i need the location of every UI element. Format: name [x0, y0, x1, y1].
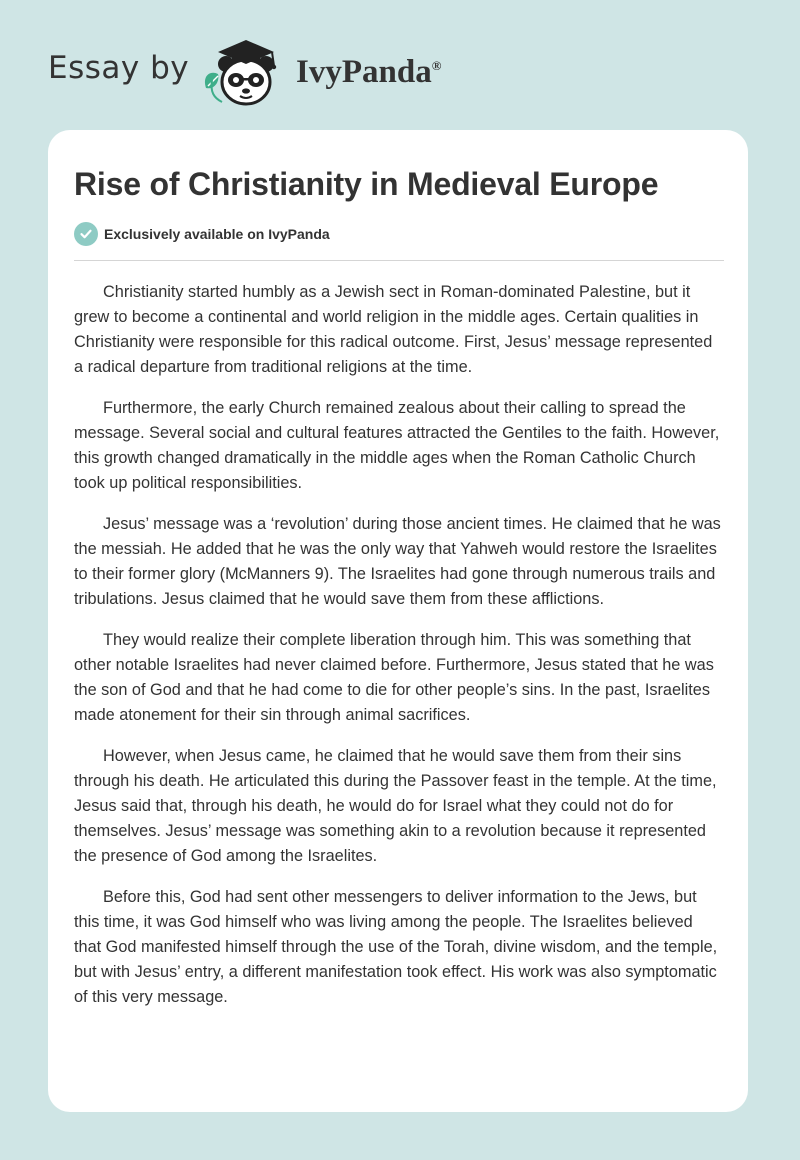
divider [74, 260, 724, 261]
essay-card [48, 130, 748, 1112]
essay-by-label: Essay by [48, 50, 190, 86]
registered-mark: ® [431, 58, 442, 73]
exclusive-badge [74, 222, 330, 246]
exclusive-badge-label: Exclusively available on IvyPanda [104, 226, 330, 242]
paragraph: They would realize their complete liberation through him. This was something that other notable Israelites had never claimed before. Furthermore, Jesus stated that he was the son of God and that he had come to die for other people’s sins. In the past, Israelites made atonement for their sin through animal sacrifices. [74, 631, 714, 724]
paragraph: Jesus’ message was a ‘revolution’ during those ancient times. He claimed that he was the messiah. He added that he was the only way that Yahweh would restore the Israelites to their former glory (McManners 9). The Israelites had gone through numerous trails and tribulations. Jesus claimed that he would save them from these afflictions. [74, 515, 721, 608]
brand-name[interactable] [296, 54, 441, 91]
paragraph: Before this, God had sent other messengers to deliver information to the Jews, but this time, it was God himself who was living among the people. The Israelites believed that God manifested himself through the use of the Torah, divine wisdom, and the temple, but with Jesus’ entry, a different manifestation took effect. His work was also symptomatic of this very message. [74, 888, 718, 1006]
panda-graduate-icon[interactable] [200, 36, 292, 108]
essay-body [74, 280, 724, 1026]
brand-name-text: IvyPanda [296, 54, 432, 90]
paragraph: Furthermore, the early Church remained zealous about their calling to spread the message. Several social and cultural features attracted the Gentiles to the faith. However, this growth changed dramatically in the middle ages when the Roman Catholic Church took up political responsibilities. [74, 399, 720, 492]
check-icon [74, 222, 98, 246]
site-header [48, 36, 508, 108]
page-title: Rise of Christianity in Medieval Europe [74, 166, 659, 202]
paragraph: Christianity started humbly as a Jewish sect in Roman-dominated Palestine, but it grew to become a continental and world religion in the middle ages. Certain qualities in Christianity were responsible for this radical outcome. First, Jesus’ message represented a radical departure from traditional religions at the time. [74, 283, 713, 376]
paragraph: However, when Jesus came, he claimed that he would save them from their sins through his death. He articulated this during the Passover feast in the temple. At the time, Jesus said that, through his death, he would do for Israel what they could not do for themselves. Jesus’ message was something akin to a revolution because it represented the presence of God among the Israelites. [74, 747, 717, 865]
